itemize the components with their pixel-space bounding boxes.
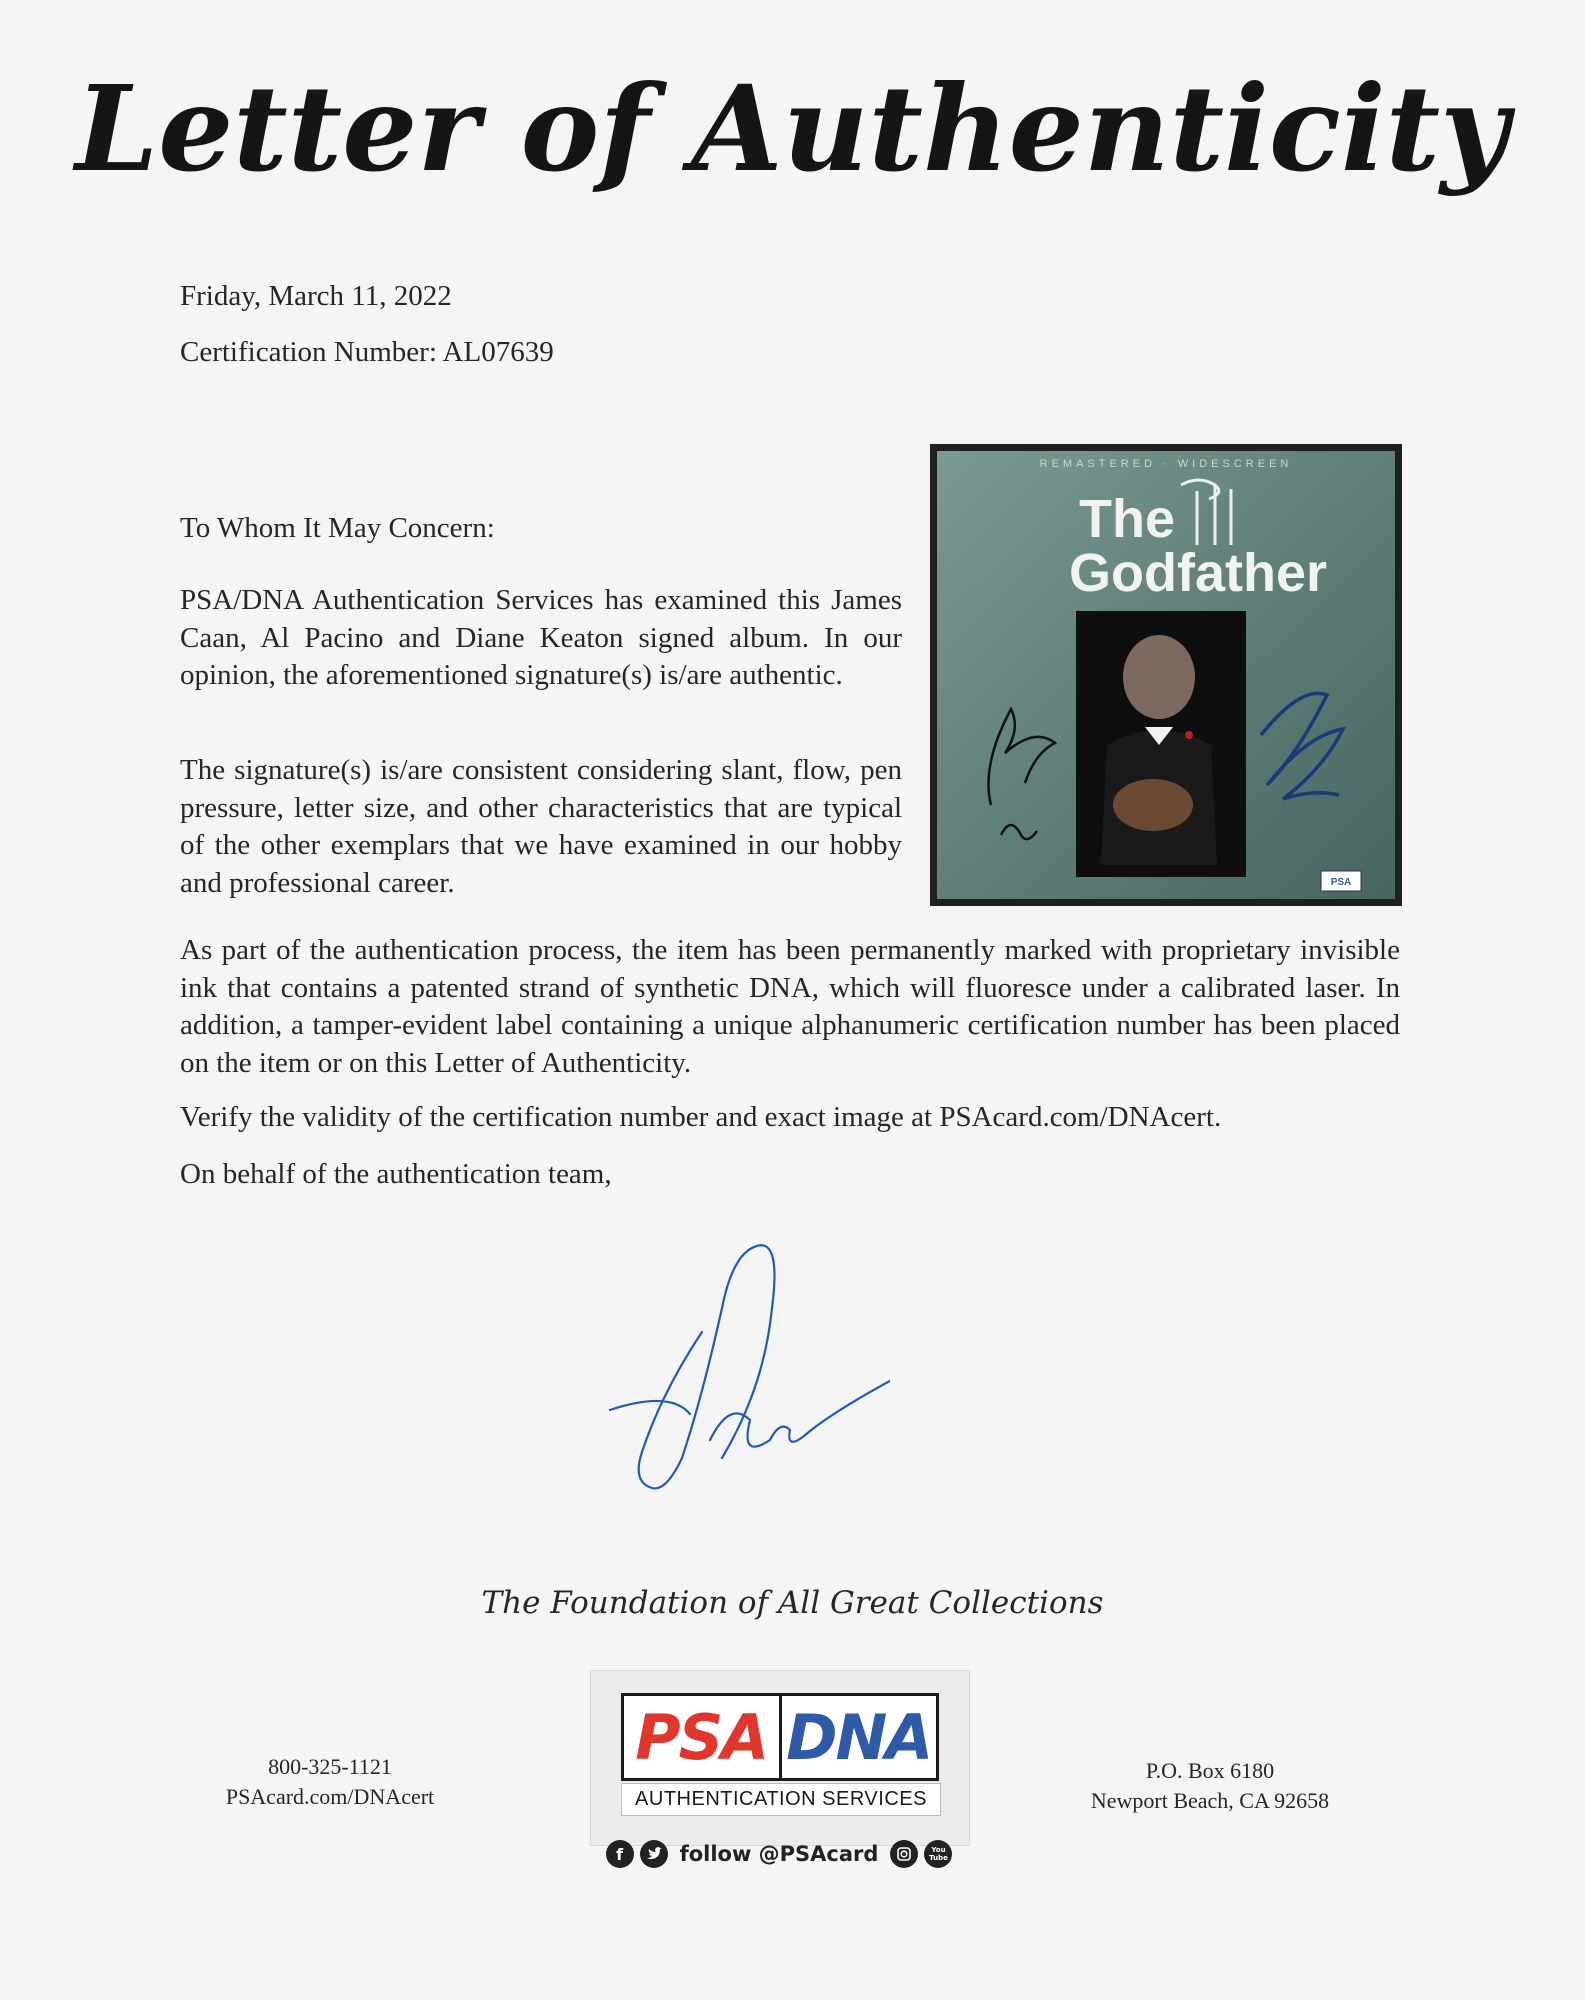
psa-sticker-label: PSA bbox=[1330, 877, 1352, 888]
album-title-line1: The bbox=[1079, 489, 1176, 549]
paragraph-verify: Verify the validity of the certification number and exact image at PSAcard.com/DNAcert. bbox=[180, 1101, 1222, 1133]
album-banner: REMASTERED · WIDESCREEN bbox=[1039, 458, 1293, 470]
paragraph-examination: PSA/DNA Authentication Services has examined this James Caan, Al Pacino and Diane Keaton signed album. In our opinion, the aforementioned signature(s) is/are authentic. bbox=[180, 584, 902, 691]
portrait-cat bbox=[1113, 779, 1193, 831]
twitter-icon[interactable] bbox=[640, 1840, 668, 1868]
follow-handle[interactable]: follow @PSAcard bbox=[679, 1842, 879, 1866]
certification-number: Certification Number: AL07639 bbox=[180, 336, 554, 368]
closing-line: On behalf of the authentication team, bbox=[180, 1158, 612, 1190]
letter-date: Friday, March 11, 2022 bbox=[180, 280, 452, 312]
youtube-icon[interactable]: You Tube bbox=[924, 1840, 952, 1868]
signed-album-photo bbox=[930, 444, 1402, 906]
contact-left bbox=[200, 1752, 460, 1812]
paragraph-consistency: The signature(s) is/are consistent considering slant, flow, pen pressure, letter size, and other characteristics that are typical of the other exemplars that we have examined in our hobby and professional career. bbox=[180, 754, 902, 899]
contact-right bbox=[1060, 1756, 1360, 1816]
psa-logo-text: PSA bbox=[621, 1693, 779, 1781]
instagram-icon[interactable] bbox=[890, 1840, 918, 1868]
phone-number: 800-325-1121 bbox=[268, 1754, 392, 1779]
tagline: The Foundation of All Great Collections bbox=[481, 1585, 1104, 1621]
dna-logo-text: DNA bbox=[779, 1693, 940, 1781]
website-link[interactable]: PSAcard.com/DNAcert bbox=[225, 1784, 435, 1809]
authenticator-signature bbox=[590, 1210, 890, 1490]
social-follow-row bbox=[590, 1834, 968, 1874]
paragraph-process: As part of the authentication process, the item has been permanently marked with proprietary invisible ink that contains a patented strand of synthetic DNA, which will fluoresce under a calibrated laser. In addition, a tamper-evident label containing a unique alphanumeric certification number has been placed on the item or on this Letter of Authenticity. bbox=[180, 934, 1400, 1079]
facebook-icon[interactable]: f bbox=[606, 1840, 634, 1868]
portrait-face bbox=[1123, 635, 1195, 719]
album-title-line2: Godfather bbox=[1069, 543, 1328, 603]
authentication-services-label: AUTHENTICATION SERVICES bbox=[621, 1783, 941, 1816]
letter-title-text: Letter of Authenticity bbox=[75, 59, 1509, 198]
salutation: To Whom It May Concern: bbox=[180, 512, 495, 544]
portrait-rose bbox=[1185, 731, 1193, 739]
psa-dna-logo bbox=[590, 1670, 970, 1846]
po-box: P.O. Box 6180 bbox=[1145, 1758, 1275, 1783]
city-address: Newport Beach, CA 92658 bbox=[1090, 1788, 1330, 1813]
letter-title bbox=[0, 30, 1585, 230]
